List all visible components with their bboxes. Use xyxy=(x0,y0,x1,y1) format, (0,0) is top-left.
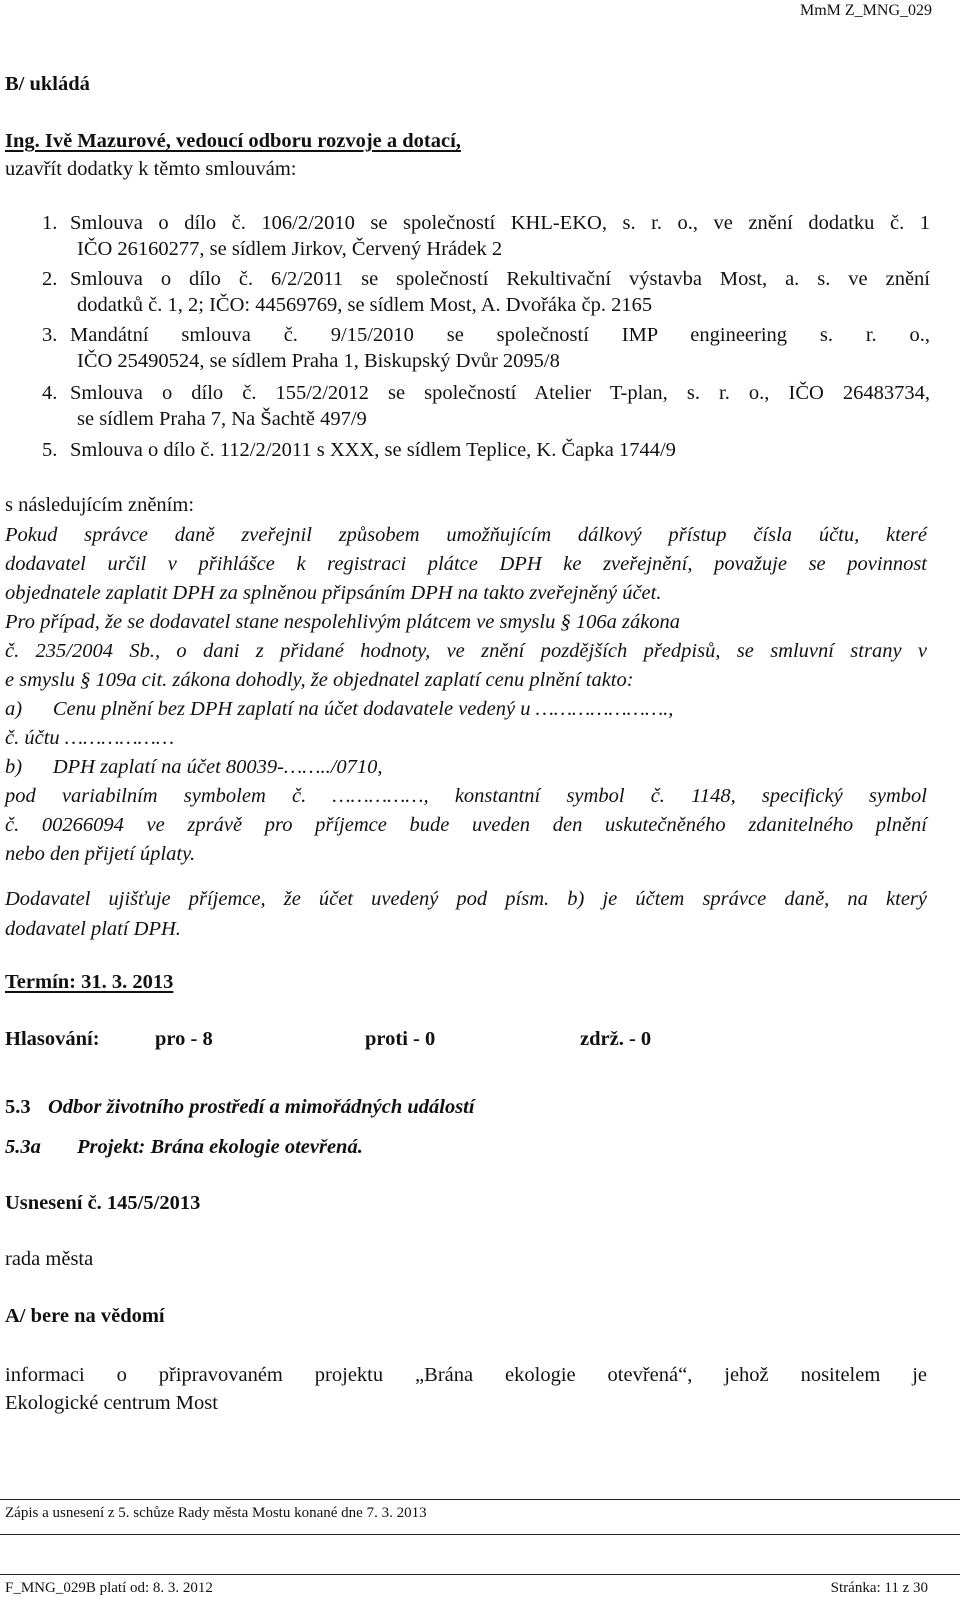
section-b-heading: B/ ukládá xyxy=(5,73,90,95)
change-line: č. 00266094 ve zprávě pro příjemce bude uveden den uskutečněného zdanitelného plnění xyxy=(5,814,927,836)
contract-item xyxy=(42,212,930,263)
contract-line-2: IČO 26160277, se sídlem Jirkov, Červený Hrádek 2 xyxy=(77,238,503,260)
change-line: č. 235/2004 Sb., o dani z přidané hodnoty, ve znění pozdějších předpisů, se smluvní strany v xyxy=(5,640,927,662)
assurance-line: Dodavatel ujišťuje příjemce, že účet uvedený pod písm. b) je účtem správce daně, na který xyxy=(5,888,927,910)
vote-proti: proti - 0 xyxy=(365,1028,436,1050)
person-line: Ing. Ivě Mazurové, vedoucí odboru rozvoje a dotací, xyxy=(5,130,461,152)
contract-item xyxy=(42,382,930,433)
vote-zdrz: zdrž. - 0 xyxy=(580,1028,652,1050)
section-a-heading: A/ bere na vědomí xyxy=(5,1305,165,1327)
contract-line: Smlouva o dílo č. 6/2/2011 se společností Rekultivační výstavba Most, a. s. ve znění xyxy=(70,268,930,290)
change-line: e smyslu § 109a cit. zákona dohodly, že objednatel zaplatí cenu plnění takto: xyxy=(5,669,634,691)
deadline: Termín: 31. 3. 2013 xyxy=(5,971,174,993)
footer-divider xyxy=(0,1534,960,1535)
contract-number: 5. xyxy=(42,439,58,461)
contract-number: 4. xyxy=(42,382,58,404)
contract-number: 2. xyxy=(42,268,58,290)
contract-line: Smlouva o dílo č. 112/2/2011 s XXX, se sídlem Teplice, K. Čapka 1744/9 xyxy=(70,439,676,461)
assurance-text xyxy=(5,884,927,944)
contract-number: 1. xyxy=(42,212,58,234)
change-text xyxy=(5,521,927,869)
change-intro: s následujícím zněním: xyxy=(5,494,195,516)
info-line: Ekologické centrum Most xyxy=(5,1392,218,1414)
contract-line: Mandátní smlouva č. 9/15/2010 se společností IMP engineering s. r. o., xyxy=(70,324,930,346)
change-line: a) Cenu plnění bez DPH zaplatí na účet dodavatele vedený u …………………., xyxy=(5,698,674,720)
change-line: objednatele zaplatit DPH za splněnou připsáním DPH na takto zveřejněný účet. xyxy=(5,582,662,604)
contract-line-2: se sídlem Praha 7, Na Šachtě 497/9 xyxy=(77,408,367,430)
change-line: č. účtu ……………… xyxy=(5,727,175,749)
footer-divider xyxy=(0,1499,960,1500)
contract-line-2: IČO 25490524, se sídlem Praha 1, Biskupský Dvůr 2095/8 xyxy=(77,350,560,372)
change-line: pod variabilním symbolem č. ……………, konstantní symbol č. 1148, specifický symbol xyxy=(5,785,927,807)
vote-label: Hlasování: xyxy=(5,1028,100,1050)
council-label: rada města xyxy=(5,1248,94,1270)
footer-page: Stránka: 11 z 30 xyxy=(830,1580,928,1596)
contract-line: Smlouva o dílo č. 155/2/2012 se společností Atelier T-plan, s. r. o., IČO 26483734, xyxy=(70,382,930,404)
section-title: Odbor životního prostředí a mimořádných událostí xyxy=(48,1096,475,1118)
contract-item xyxy=(42,324,930,375)
change-line: dodavatel určil v přihlášce k registraci plátce DPH ke zveřejnění, považuje se povinnost xyxy=(5,553,927,575)
contract-line-2: dodatků č. 1, 2; IČO: 44569769, se sídlem Most, A. Dvořáka čp. 2165 xyxy=(77,294,653,316)
resolution-number: Usnesení č. 145/5/2013 xyxy=(5,1192,201,1214)
footer-form: F_MNG_029B platí od: 8. 3. 2012 xyxy=(5,1580,213,1596)
footer-minutes: Zápis a usnesení z 5. schůze Rady města Mostu konané dne 7. 3. 2013 xyxy=(5,1505,427,1521)
change-line: Pokud správce daně zveřejnil způsobem umožňujícím dálkový přístup čísla účtu, které xyxy=(5,524,927,546)
change-line: Pro případ, že se dodavatel stane nespolehlivým plátcem ve smyslu § 106a zákona xyxy=(5,611,681,633)
contract-number: 3. xyxy=(42,324,58,346)
contract-line: Smlouva o dílo č. 106/2/2010 se společností KHL-EKO, s. r. o., ve znění dodatku č. 1 xyxy=(70,212,930,234)
info-text xyxy=(5,1361,927,1417)
document-code: MmM Z_MNG_029 xyxy=(799,2,932,19)
subsection-title: Projekt: Brána ekologie otevřená. xyxy=(77,1136,363,1158)
contract-item xyxy=(42,268,930,319)
change-line: nebo den přijetí úplaty. xyxy=(5,843,196,865)
subsection-number: 5.3a xyxy=(5,1136,41,1158)
contract-item xyxy=(42,439,676,462)
change-line: b) DPH zaplatí na účet 80039-……../0710, xyxy=(5,756,383,778)
info-line: informaci o připravovaném projektu „Brána ekologie otevřená“, jehož nositelem je xyxy=(5,1364,927,1386)
person-line-2: uzavřít dodatky k těmto smlouvám: xyxy=(5,158,297,180)
vote-pro: pro - 8 xyxy=(155,1028,213,1050)
section-number: 5.3 xyxy=(5,1096,31,1118)
assurance-line: dodavatel platí DPH. xyxy=(5,918,181,940)
footer-divider xyxy=(0,1574,960,1575)
